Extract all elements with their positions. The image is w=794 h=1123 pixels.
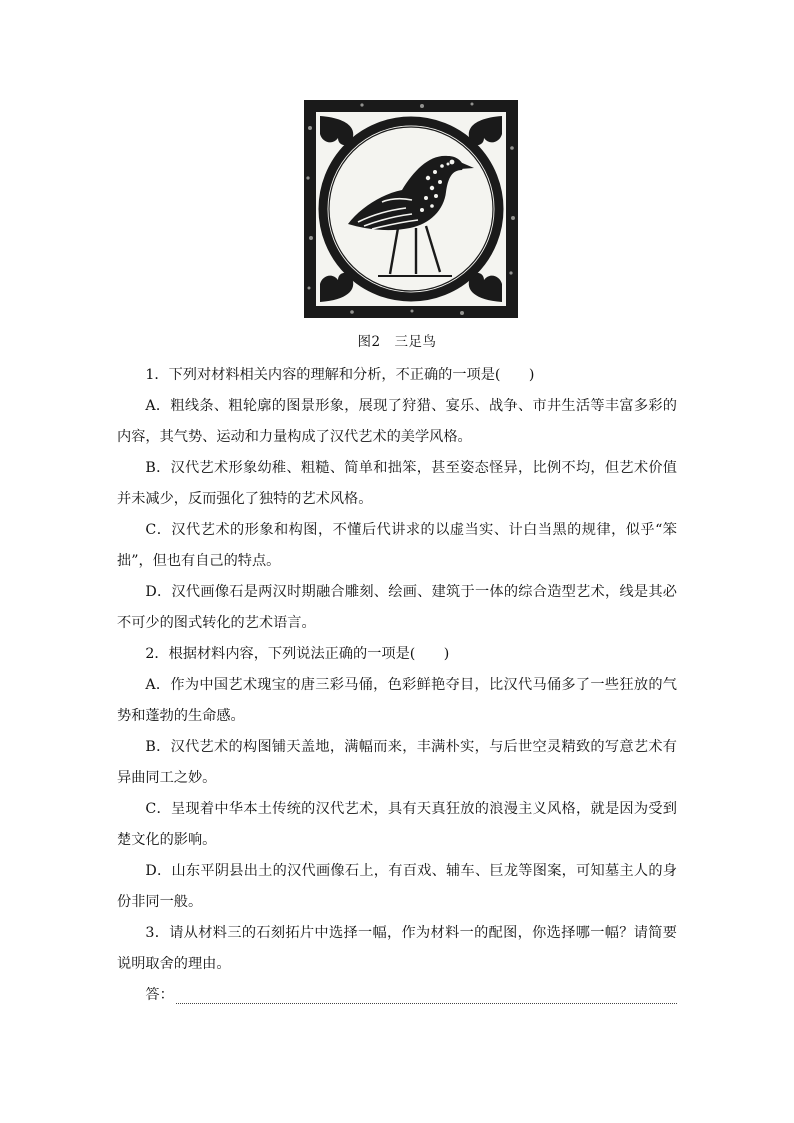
question-1-option-d: D．汉代画像石是两汉时期融合雕刻、绘画、建筑于一体的综合造型艺术，线是其必不可少的图式转化的艺术语言。 xyxy=(117,584,677,631)
question-1-stem: 1．下列对材料相关内容的理解和分析，不正确的一项是( ) xyxy=(145,367,535,383)
question-2-option-b: B．汉代艺术的构图铺天盖地，满幅而来，丰满朴实，与后世空灵精致的写意艺术有异曲同工之妙。 xyxy=(117,739,677,786)
question-2-option-c: C．呈现着中华本土传统的汉代艺术，具有天真狂放的浪漫主义风格，就是因为受到楚文化的影响。 xyxy=(117,801,677,848)
question-1-option-a: A．粗线条、粗轮廓的图景形象，展现了狩猎、宴乐、战争、市井生活等丰富多彩的内容，其气势、运动和力量构成了汉代艺术的美学风格。 xyxy=(117,398,677,445)
answer-row xyxy=(117,980,677,1011)
answer-label: 答： xyxy=(145,987,174,1003)
three-legged-bird-rubbing xyxy=(302,98,520,320)
question-1-option-b: B．汉代艺术形象幼稚、粗糙、简单和拙笨，甚至姿态怪异，比例不均，但艺术价值并未减少，反而强化了独特的艺术风格。 xyxy=(117,460,677,507)
figure-caption: 图2 三足鸟 xyxy=(357,334,437,350)
question-2-option-a: A．作为中国艺术瑰宝的唐三彩马俑，色彩鲜艳夺目，比汉代马俑多了一些狂放的气势和蓬勃的生命感。 xyxy=(117,677,677,724)
question-2-option-d: D．山东平阴县出土的汉代画像石上，有百戏、辅车、巨龙等图案，可知墓主人的身份非同一般。 xyxy=(117,863,677,910)
question-2-stem: 2．根据材料内容，下列说法正确的一项是( ) xyxy=(145,646,450,662)
question-1-option-c: C．汉代艺术的形象和构图，不懂后代讲求的以虚当实、计白当黑的规律，似乎“笨拙”，但也有自己的特点。 xyxy=(117,522,677,569)
answer-line[interactable] xyxy=(176,983,677,1004)
question-3-stem: 3．请从材料三的石刻拓片中选择一幅，作为材料一的配图，你选择哪一幅？请简要说明取舍的理由。 xyxy=(117,925,677,972)
question-section xyxy=(117,360,677,1011)
